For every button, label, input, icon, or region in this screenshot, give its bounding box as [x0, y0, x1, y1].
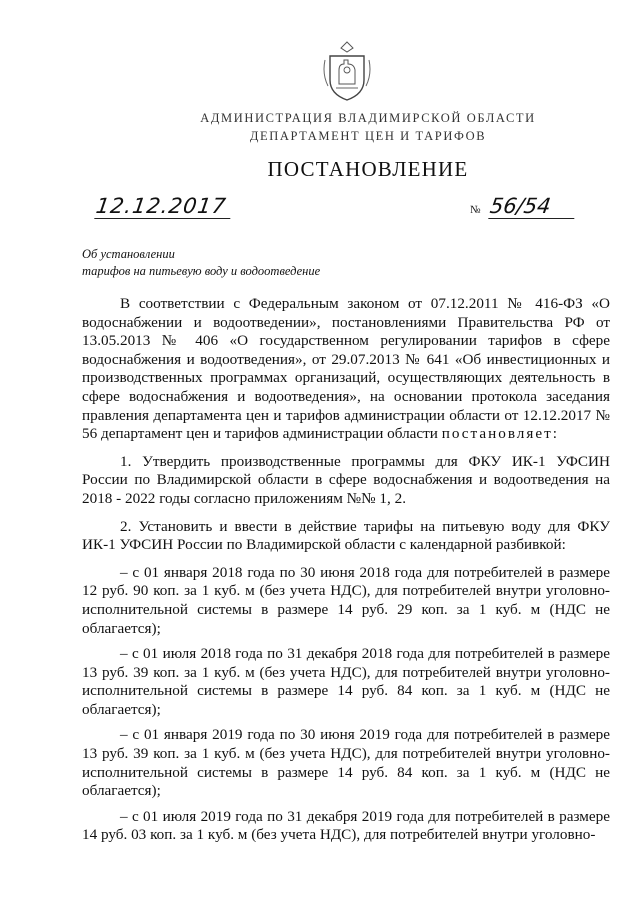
document-subject	[82, 246, 320, 280]
decree-word: постановляет:	[441, 425, 559, 443]
preamble-paragraph	[82, 295, 610, 444]
document-number: 56/54	[488, 194, 578, 219]
item-2-paragraph: 2. Установить и ввести в действие тарифы на питьевую воду для ФКУ ИК-1 УФСИН России по Владимирской области с календарной разбивкой:	[82, 517, 610, 554]
document-body	[82, 295, 610, 852]
period-paragraph-3: – с 01 января 2019 года по 30 июня 2019 года для потребителей в размере 13 руб. 39 коп. за 1 куб. м (без учета НДС), для потребителей внутри уголовно-исполнительной системы в размере 14 руб. 84 коп. за 1 куб. м (НДС не облагается);	[82, 726, 610, 800]
subject-line-1: Об установлении	[82, 247, 175, 261]
preamble-text: В соответствии с Федеральным законом от 07.12.2011 № 416-ФЗ «О водоснабжении и водоотведении», постановлениями Правительства РФ от 13.05.2013 № 406 «О государственном регулировании тарифов в сфере водоснабжения и водоотведения», от 29.07.2013 № 641 «Об инвестиционных и производственных программах организаций, осуществляющих деятельность в сфере водоснабжения и водоотведения», на основании протокола заседания правления департамента цен и тарифов администрации области от 12.12.2017 № 56 департамент цен и тарифов администрации области	[82, 295, 610, 443]
item-1-paragraph: 1. Утвердить производственные программы для ФКУ ИК-1 УФСИН России по Владимирской области в сфере водоснабжения и водоотведения на 2018 - 2022 годы согласно приложениям №№ 1, 2.	[82, 452, 610, 507]
number-sign: №	[470, 204, 481, 216]
organization-line-2: ДЕПАРТАМЕНТ ЦЕН И ТАРИФОВ	[249, 129, 487, 143]
period-paragraph-1: – с 01 января 2018 года по 30 июня 2018 года для потребителей в размере 12 руб. 90 коп. за 1 куб. м (без учета НДС), для потребителей внутри уголовно-исполнительной системы в размере 14 руб. 29 коп. за 1 куб. м (НДС не облагается);	[82, 563, 610, 637]
period-paragraph-4: – с 01 июля 2019 года по 31 декабря 2019 года для потребителей в размере 14 руб. 03 коп. за 1 куб. м (без учета НДС), для потребителей внутри уголовно-	[82, 807, 610, 844]
subject-line-2: тарифов на питьевую воду и водоотведение	[82, 264, 321, 278]
document-title: ПОСТАНОВЛЕНИЕ	[267, 157, 469, 181]
document-date: 12.12.2017	[94, 194, 234, 219]
organization-line-1: АДМИНИСТРАЦИЯ ВЛАДИМИРСКОЙ ОБЛАСТИ	[200, 111, 536, 125]
coat-of-arms-emblem	[322, 40, 372, 104]
period-paragraph-2: – с 01 июля 2018 года по 31 декабря 2018 года для потребителей в размере 13 руб. 39 коп. за 1 куб. м (без учета НДС), для потребителей внутри уголовно-исполнительной системы в размере 14 руб. 84 коп. за 1 куб. м (НДС не облагается);	[82, 645, 610, 718]
